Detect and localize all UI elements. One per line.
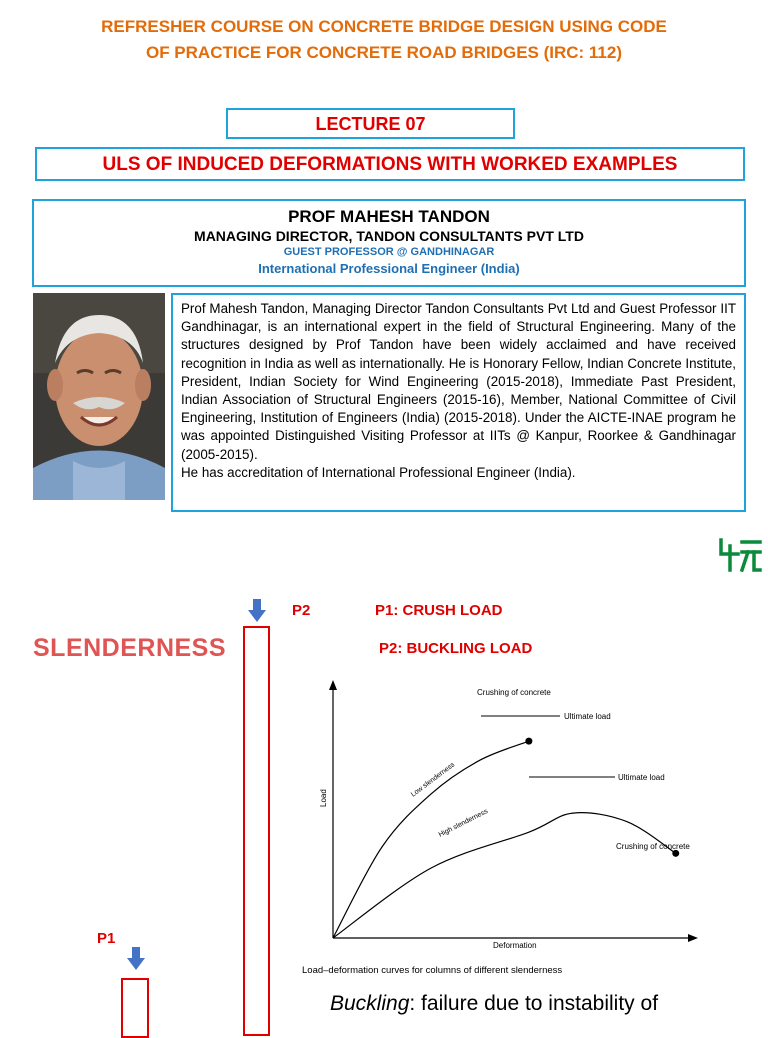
legend-high-slenderness: High slenderness <box>437 807 490 839</box>
speaker-bio <box>171 293 746 512</box>
curve-high-slenderness <box>333 813 676 938</box>
annotation-ultimate-high: Ultimate load <box>618 773 665 782</box>
course-title <box>0 14 768 66</box>
course-title-line1: REFRESHER COURSE ON CONCRETE BRIDGE DESIGN USING CODE <box>101 17 667 36</box>
curve-low-slenderness <box>333 741 529 938</box>
buckling-text: : failure due to instability of <box>409 992 659 1015</box>
annotation-ultimate-low: Ultimate load <box>564 712 611 721</box>
x-axis-label: Deformation <box>493 941 537 950</box>
course-title-line2: OF PRACTICE FOR CONCRETE ROAD BRIDGES (IRC: 112) <box>145 43 623 62</box>
lecture-topic: ULS OF INDUCED DEFORMATIONS WITH WORKED EXAMPLES <box>35 147 745 181</box>
down-arrow-icon <box>246 598 268 624</box>
section-heading: SLENDERNESS <box>33 634 227 662</box>
short-column <box>121 978 149 1038</box>
load-deformation-chart <box>300 676 710 976</box>
portrait-image <box>33 293 165 500</box>
speaker-accreditation: International Professional Engineer (India) <box>258 261 520 276</box>
buckling-term: Buckling <box>330 992 410 1015</box>
bio-accreditation: He has accreditation of International Professional Engineer (India). <box>181 464 576 480</box>
p2-definition: P2: BUCKLING LOAD <box>379 640 533 657</box>
lecture-number: LECTURE 07 <box>226 108 515 139</box>
p1-label: P1 <box>97 930 116 947</box>
y-axis-arrow <box>329 680 337 690</box>
speaker-photo <box>33 293 165 500</box>
chart-title: Crushing of concrete <box>477 688 551 697</box>
p1-definition: P1: CRUSH LOAD <box>375 602 503 619</box>
bio-paragraph: Prof Mahesh Tandon, Managing Director Tandon Consultants Pvt Ltd and Guest Professor IIT Gandhinagar, is an international expert in the field of Structural Engineering. Many of the structures designed by Prof Tandon have been widely acclaimed and have received recognition in India as well as internationally. He is Honorary Fellow, Indian Concrete Institute, President, Indian Society for Wind Engineering (2015-2018), Immediate Past President, Indian Association of Structural Engineers (2015-16), Member, National Committee of Civil Engineering, Institution of Engineers (India) (2015-2018). Under the AICTE-INAE program he was appointed Distinguished Visiting Professor at IITs @ Kanpur, Roorkee & Gandhinagar (2005-2015). <box>181 301 737 462</box>
down-arrow-icon <box>125 946 147 972</box>
logo-icon <box>718 538 762 572</box>
speaker-card <box>32 199 746 287</box>
buckling-definition <box>330 992 658 1016</box>
figure-caption: Load–deformation curves for columns of different slenderness <box>302 965 563 976</box>
y-axis-label: Load <box>319 789 328 807</box>
x-axis-arrow <box>688 934 698 942</box>
institute-logo <box>718 538 762 572</box>
slender-column <box>243 626 270 1036</box>
legend-low-slenderness: Low slenderness <box>409 761 457 799</box>
ultimate-point-low <box>525 738 532 745</box>
speaker-name: PROF MAHESH TANDON <box>288 207 490 226</box>
speaker-guest-title: GUEST PROFESSOR @ GANDHINAGAR <box>283 246 495 258</box>
speaker-role: MANAGING DIRECTOR, TANDON CONSULTANTS PVT LTD <box>194 228 584 244</box>
p2-label: P2 <box>292 602 311 619</box>
annotation-crushing-end: Crushing of concrete <box>616 842 690 851</box>
